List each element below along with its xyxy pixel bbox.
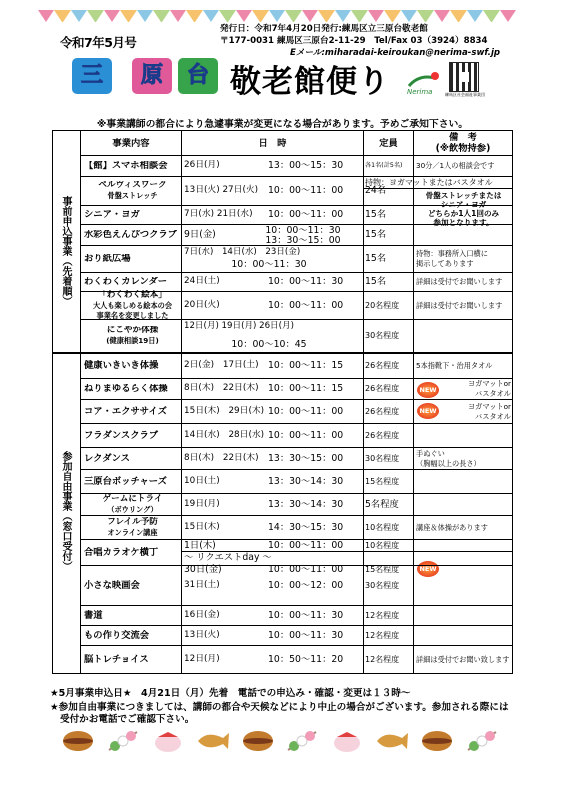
event-capacity: 30名程度 xyxy=(365,580,400,590)
event-name: フレイル予防 xyxy=(107,517,158,527)
event-name: 小さな映画会 xyxy=(84,580,140,590)
event-name: 水彩色えんぴつクラブ xyxy=(84,229,177,240)
footer-application-day: ★5月事業申込日★ 4月21日（月）先着 電話での申込み・確認・変更は１３時～ xyxy=(50,688,411,699)
event-time: 10：00～11：30 xyxy=(268,629,344,641)
newsletter-title: 敬老館便り xyxy=(230,64,390,100)
event-capacity: 30名程度 xyxy=(365,331,400,340)
event-time: 10：00～11：00 xyxy=(268,185,344,196)
event-capacity: 26名程度 xyxy=(365,360,400,370)
footer-note-2: 受付かお電話でご確認下さい。 xyxy=(60,714,195,725)
event-note: 持物：事務所入口横に xyxy=(416,249,488,258)
event-name: フラダンスクラブ xyxy=(84,430,159,440)
event-time: 10：00～10：45 xyxy=(231,339,307,350)
event-date: 15日(木) 29日(木) xyxy=(184,405,265,416)
event-name: 骨盤ストレッチ xyxy=(107,191,158,200)
event-date: 2日(金) 17日(土) xyxy=(184,359,259,370)
taiyaki-icon xyxy=(374,728,410,754)
event-capacity: 15名程度 xyxy=(365,564,400,574)
event-name: 脳トレチョイス xyxy=(84,654,149,664)
event-capacity: 15名 xyxy=(365,276,387,287)
event-capacity: 10名程度 xyxy=(365,522,400,532)
event-date: 19日(月) xyxy=(184,498,220,509)
dorayaki-icon xyxy=(419,728,455,754)
publisher-line: 発行日：令和7年4月20日発行:練馬区立三原台敬老館 xyxy=(220,24,428,34)
event-name: もの作り交流会 xyxy=(84,630,150,640)
event-note: ヨガマットor xyxy=(467,401,511,411)
event-name: ゲームにトライ xyxy=(102,494,163,504)
dango-icon xyxy=(105,728,141,754)
event-note: 詳細は受付でお聞いします xyxy=(416,277,503,286)
event-time: 13：30～14：30 xyxy=(268,498,344,510)
section-label-reservation: 事前申込事業（先着順） xyxy=(60,196,71,306)
event-note: 掲示してあります xyxy=(416,259,474,268)
event-date: 26日(月) xyxy=(184,160,220,170)
event-date: 14日(水) 28日(水) xyxy=(184,429,265,440)
event-time: 10：00～11：30 xyxy=(268,609,344,621)
dorayaki-icon xyxy=(60,728,96,754)
event-name: にこやか体操 xyxy=(106,325,159,335)
event-capacity: 24名 xyxy=(365,185,387,196)
event-name: オンライン講座 xyxy=(107,527,158,537)
publisher-info xyxy=(220,23,500,59)
event-capacity: 26名程度 xyxy=(365,384,400,393)
event-date: 7日(水) 14日(水) 23日(金) xyxy=(184,247,301,257)
event-time: 10：00～11：00 xyxy=(268,405,344,417)
event-date: 20日(火) xyxy=(184,299,220,310)
title-char-1: 三 xyxy=(72,58,112,94)
event-name: 三原台ボッチャーズ xyxy=(84,476,167,486)
event-name: 大人も楽しめる絵本の会 xyxy=(92,300,173,310)
event-capacity: 15名程度 xyxy=(365,476,400,486)
event-date: 13日(火) 27日(火) xyxy=(184,185,259,195)
event-name: (健康相談19日) xyxy=(106,336,159,345)
event-date-sub: ～ リクエストday ～ xyxy=(184,552,272,562)
event-name: わくわくカレンダー xyxy=(84,276,168,287)
schedule-table xyxy=(52,130,513,674)
event-note: （胸幅以上の長さ） xyxy=(416,458,481,468)
change-notice: ※事業講師の都合により急遽事業が変更になる場合があります。予めご承知下さい。 xyxy=(96,119,469,130)
event-date: 8日(木) 22日(木) xyxy=(184,383,259,393)
event-note: 参加となります。 xyxy=(433,218,494,227)
event-name: おり紙広場 xyxy=(84,253,131,264)
col-header-capacity: 定員 xyxy=(379,137,398,149)
event-date: 30日(金) xyxy=(184,564,222,574)
event-note: 手ぬぐい xyxy=(416,448,445,458)
address-line: 〒177-0031 練馬区三原台2-11-29 Tel/Fax 03（3924）8834 xyxy=(220,36,488,46)
event-capacity: 12名程度 xyxy=(365,654,400,664)
event-date: 10日(土) xyxy=(184,475,220,486)
event-date: 1日(木) xyxy=(184,540,216,550)
col-header-drinks: (※飲物持参) xyxy=(435,142,491,154)
event-time: 10：00～11：00 xyxy=(268,540,344,550)
event-note: バスタオル xyxy=(475,411,511,421)
dango-icon xyxy=(284,728,320,754)
title-char-2: 原 xyxy=(132,58,172,94)
event-note: 5本指靴下・治用タオル xyxy=(416,360,493,370)
event-capacity: 15名 xyxy=(365,209,387,220)
event-capacity: 20名程度 xyxy=(365,300,400,310)
event-capacity: 26名程度 xyxy=(365,430,400,440)
event-date: 12日(月) 19日(月) 26日(月) xyxy=(184,321,294,331)
event-date: 15日(木) xyxy=(184,521,220,532)
event-name: 「わくわく絵本」 xyxy=(98,290,167,300)
sweets-illustration xyxy=(60,724,500,758)
event-capacity: 5名程度 xyxy=(365,498,399,510)
event-name: ねりまゆるらく体操 xyxy=(84,383,168,394)
event-note: 30分／1人の相談会です xyxy=(416,161,495,170)
title-char-3: 台 xyxy=(178,58,218,94)
footer-note-1: ★参加自由事業につきましては、講師の都合や天候などにより中止の場合がございます。参加される際には xyxy=(50,702,509,713)
event-name: 健康いきいき体操 xyxy=(84,360,159,370)
event-time: 10：00～11：00 xyxy=(268,429,344,441)
col-header-notes: 備 考 xyxy=(449,131,477,143)
event-capacity: 30名程度 xyxy=(365,453,400,463)
event-name: （ボウリング） xyxy=(107,504,158,514)
new-badge: NEW xyxy=(417,403,439,419)
event-date: 13日(火) xyxy=(184,629,220,640)
bunting-decoration xyxy=(38,10,516,24)
taiyaki-icon xyxy=(195,728,231,754)
new-badge: NEW xyxy=(417,382,439,398)
email-address[interactable]: miharadai-keiroukan@nerima-swf.jp xyxy=(324,48,501,58)
event-capacity: 各1名(計5名) xyxy=(365,162,403,169)
event-name: 事業名を変更しました xyxy=(96,310,169,320)
event-time: 10：00～11：00 xyxy=(268,564,344,574)
event-date: 12日(月) xyxy=(184,653,220,664)
event-time: 10：00～11：30 xyxy=(268,276,344,287)
event-name: 【館】スマホ相談会 xyxy=(84,160,168,171)
event-name: シニア・ヨガ xyxy=(84,209,140,220)
event-note: 持物：ヨガマットまたはバスタオル xyxy=(365,178,493,187)
daifuku-icon xyxy=(150,728,186,754)
event-capacity: 12名程度 xyxy=(365,610,400,620)
event-note: バスタオル xyxy=(475,389,511,398)
event-time: 13：30～15：00 xyxy=(268,452,344,464)
daifuku-icon xyxy=(329,728,365,754)
event-name: 書道 xyxy=(84,610,103,620)
qr-code[interactable] xyxy=(449,62,479,92)
event-capacity: 15名 xyxy=(365,229,387,240)
event-date: 8日(木) 22日(木) xyxy=(184,452,259,463)
event-capacity: 12名程度 xyxy=(365,630,400,640)
event-time: 10：00～11：15 xyxy=(268,359,344,371)
event-name: レクダンス xyxy=(84,453,130,463)
event-note: シニア・ヨガ xyxy=(440,200,487,209)
event-note: 詳細は受付でお聞いします xyxy=(416,300,503,310)
issue-label: 令和7年5月号 xyxy=(60,35,137,50)
event-time: 13：00～15：30 xyxy=(268,160,344,171)
event-date: 31日(土) xyxy=(184,579,220,590)
event-date: 24日(土) xyxy=(184,276,220,286)
event-name: ペルヴィスワーク xyxy=(98,180,167,190)
event-capacity: 10名程度 xyxy=(365,540,400,550)
event-time: 13：30～15：00 xyxy=(265,235,341,245)
event-time: 14：30～15：30 xyxy=(268,521,344,533)
event-time: 10：00～11：00 xyxy=(268,209,344,220)
new-badge: NEW xyxy=(417,561,439,577)
event-note: どちらか1人1回のみ xyxy=(427,209,500,218)
col-header-datetime: 日 時 xyxy=(258,137,287,149)
dango-icon xyxy=(464,728,500,754)
event-note: 骨盤ストレッチまたは xyxy=(425,191,502,200)
event-time: 10：00～11：30 xyxy=(231,259,307,270)
dorayaki-icon xyxy=(240,728,276,754)
event-time: 10：50～11：20 xyxy=(268,653,344,665)
event-time: 10：00～12：00 xyxy=(268,579,344,591)
event-note: 講座＆体操があります xyxy=(416,522,488,532)
event-time: 10：00～11：15 xyxy=(268,383,344,394)
event-name: コア・エクササイズ xyxy=(84,406,167,416)
nerima-logo xyxy=(405,66,443,96)
col-header-event: 事業内容 xyxy=(112,137,150,149)
email-label: Eメール: xyxy=(290,48,325,58)
event-note: 詳細は受付でお聞い致します xyxy=(416,654,510,664)
event-time: 10：00～11：30 xyxy=(265,225,341,235)
section-label-free: 参加自由事業（窓口受付） xyxy=(60,451,71,571)
event-time: 10：00～11：00 xyxy=(268,299,344,311)
event-capacity: 15名 xyxy=(365,253,387,264)
event-date: 9日(金) xyxy=(184,229,216,240)
event-note: ヨガマットor xyxy=(467,379,511,388)
event-capacity: 26名程度 xyxy=(365,406,400,416)
qr-caption: 練馬区社会福祉事業団 xyxy=(445,92,485,97)
logo-text: Nerima xyxy=(407,88,433,96)
event-date: 16日(金) xyxy=(184,609,220,620)
event-name: 合唱カラオケ横丁 xyxy=(84,547,159,557)
event-date: 7日(水) 21日(水) xyxy=(184,209,253,219)
event-time: 13：30～14：30 xyxy=(268,475,344,487)
